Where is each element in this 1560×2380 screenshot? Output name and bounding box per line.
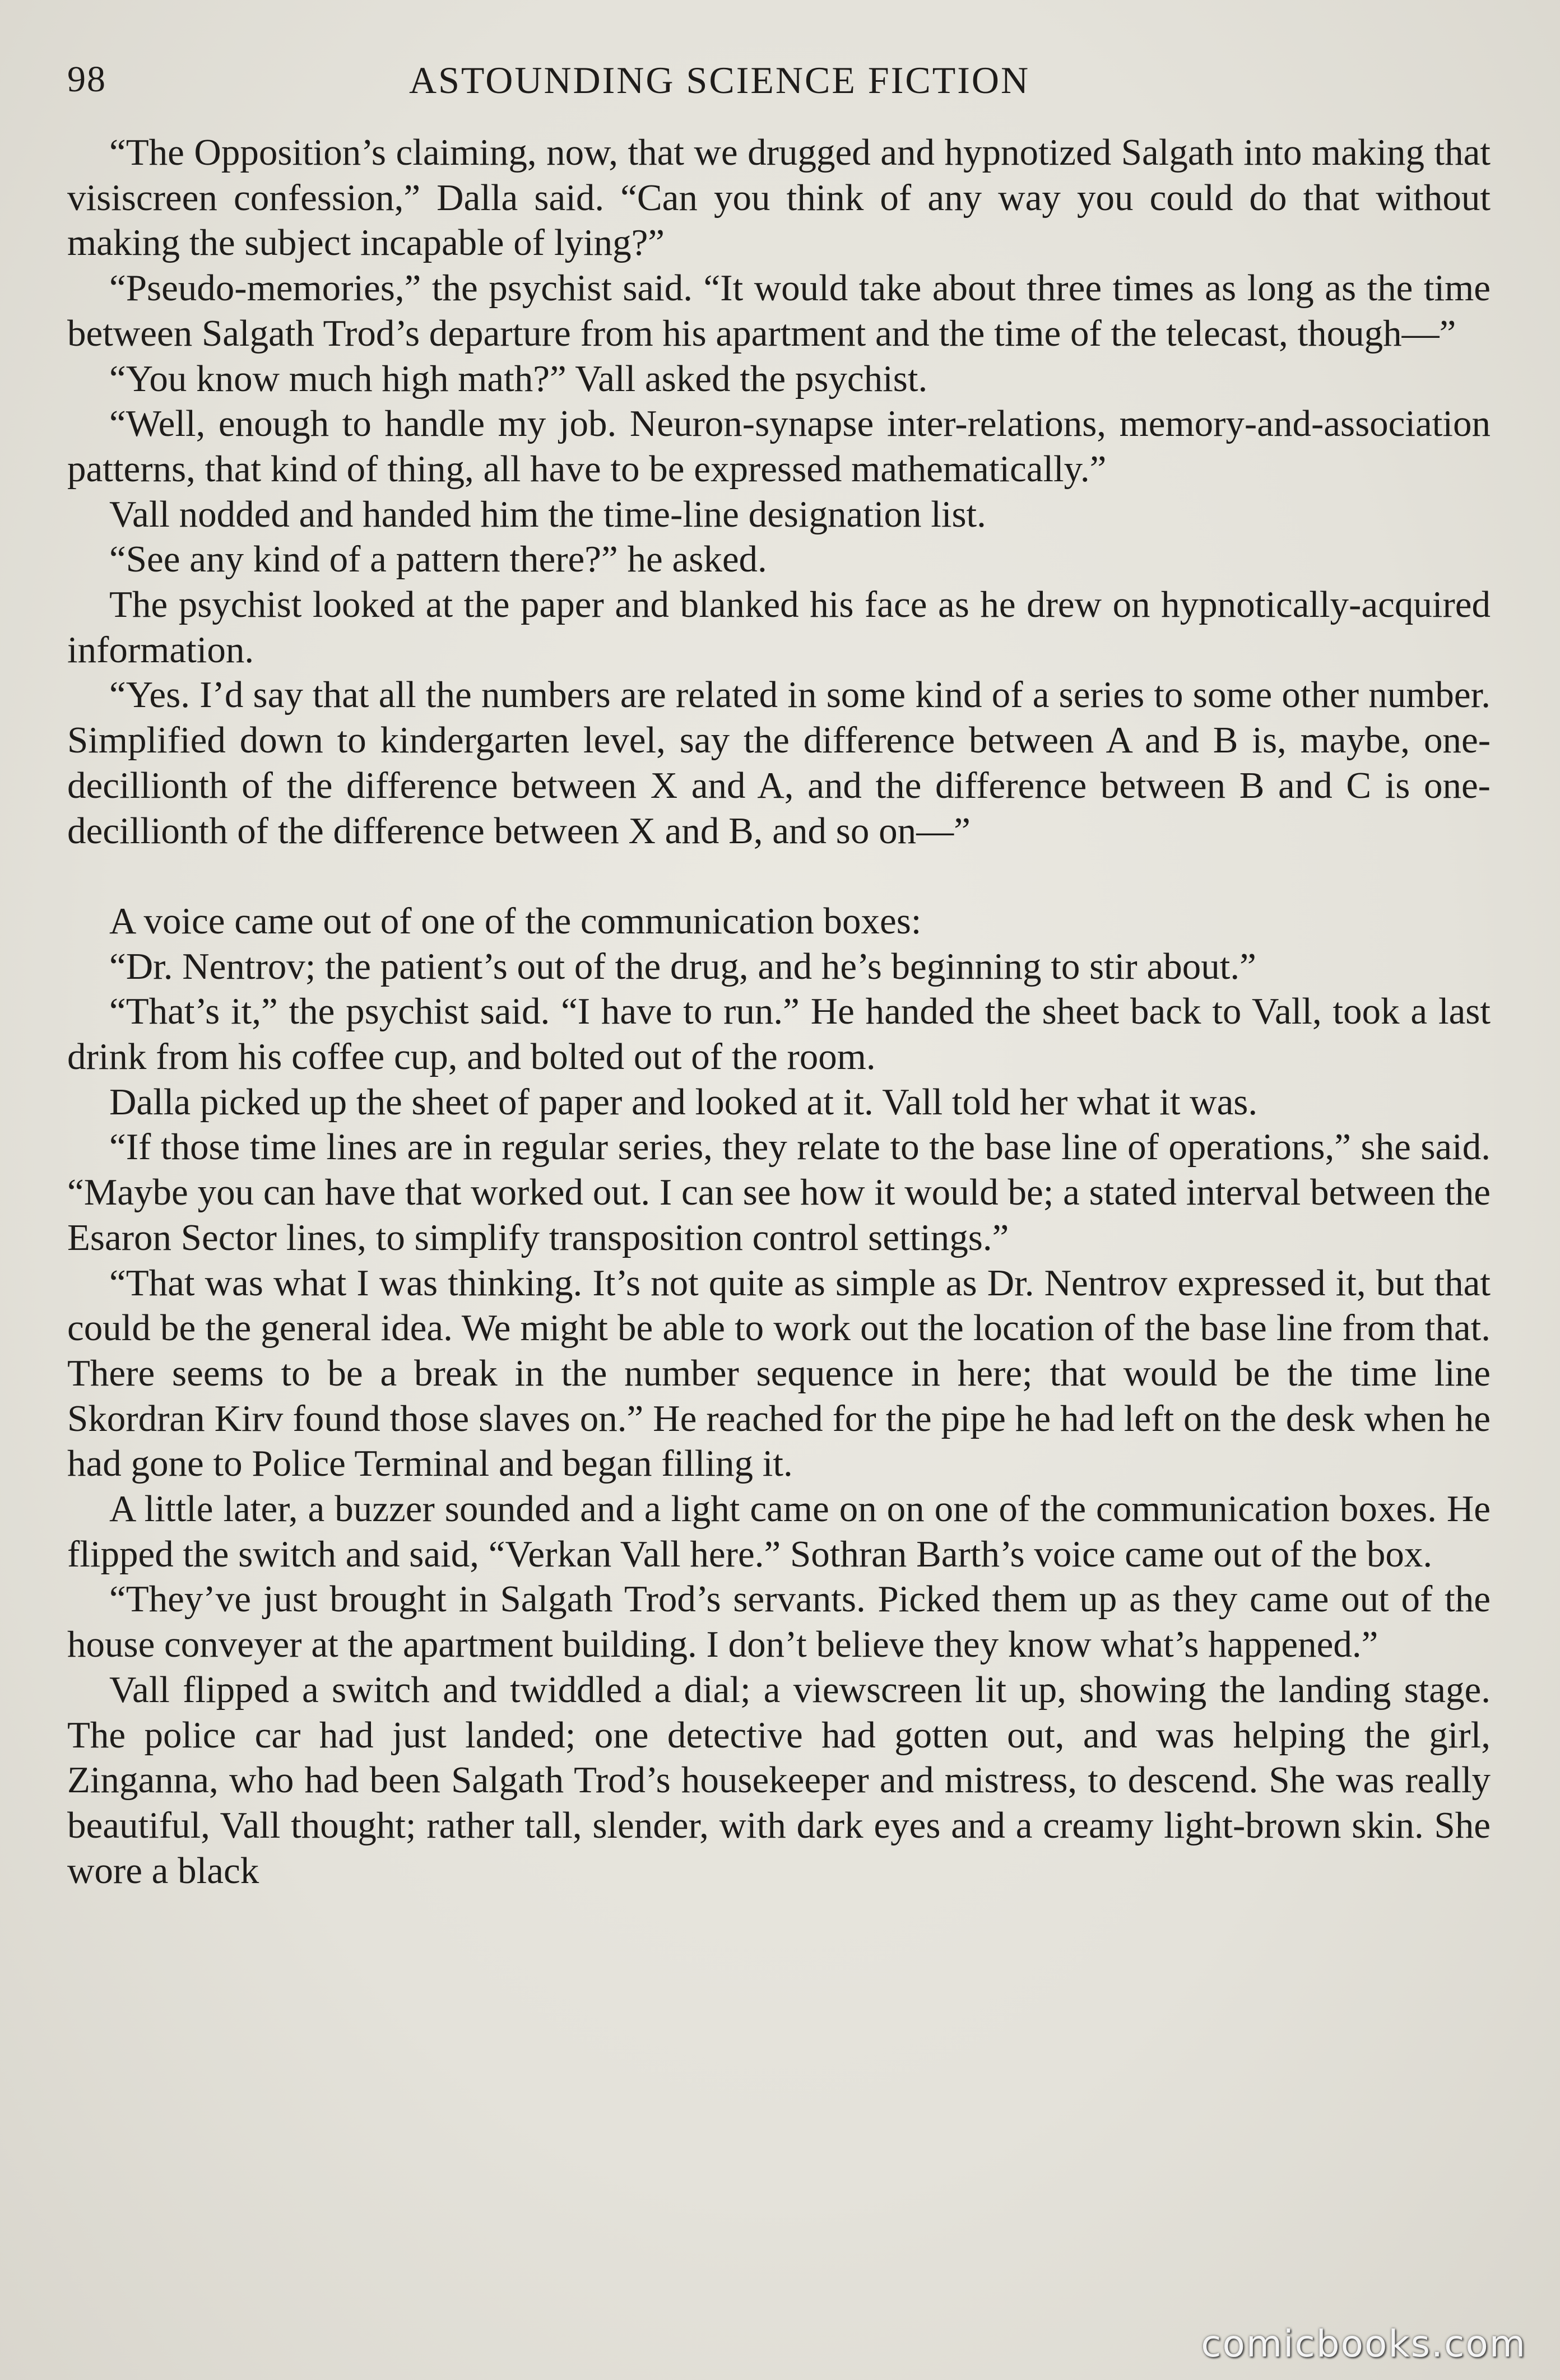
- paragraph: “See any kind of a pattern there?” he asked.: [109, 538, 767, 580]
- paragraph: “If those time lines are in regular series, they relate to the base line of operations,” she said. “Maybe you can have that worked out. I can see how it would be; a stated interval between the Esaron Sector lines, to simplify transposition control settings.”: [67, 1126, 1491, 1258]
- page-header: [67, 58, 1491, 109]
- paragraph: “Pseudo-memories,” the psychist said. “It would take about three times as long as the time between Salgath Trod’s departure from his apartment and the time of the telecast, though—”: [67, 267, 1491, 354]
- paragraph: “You know much high math?” Vall asked the psychist.: [109, 357, 928, 399]
- body-text: [67, 130, 1491, 1893]
- paragraph: “That’s it,” the psychist said. “I have to run.” He handed the sheet back to Vall, took a last drink from his coffee cup, and bolted out of the room.: [67, 991, 1491, 1078]
- paragraph: The psychist looked at the paper and blanked his face as he drew on hypnotically-acquired information.: [67, 584, 1491, 671]
- paragraph: “They’ve just brought in Salgath Trod’s servants. Picked them up as they came out of the house conveyer at the apartment building. I don’t believe they know what’s happened.”: [67, 1578, 1491, 1666]
- paragraph: “Dr. Nentrov; the patient’s out of the drug, and he’s beginning to stir about.”: [109, 945, 1256, 987]
- paragraph: A voice came out of one of the communication boxes:: [109, 900, 922, 942]
- page-number: 98: [67, 59, 106, 100]
- paragraph: “Well, enough to handle my job. Neuron-synapse inter-relations, memory-and-association patterns, that kind of thing, all have to be expressed mathematically.”: [67, 403, 1491, 490]
- paragraph: “Yes. I’d say that all the numbers are related in some kind of a series to some other number. Simplified down to kindergarten level, say the difference between A and B is, maybe, one-decillionth of the difference between X and A, and the difference between B and C is one-decillionth of the difference between X and B, and so on—”: [67, 674, 1491, 852]
- paragraph: “The Opposition’s claiming, now, that we drugged and hypnotized Salgath into making that visiscreen confession,” Dalla said. “Can you think of any way you could do that without making the subject incapable of lying?”: [67, 132, 1491, 264]
- running-head: ASTOUNDING SCIENCE FICTION: [409, 59, 1030, 101]
- paragraph: Vall flipped a switch and twiddled a dial; a viewscreen lit up, showing the landing stage. The police car had just landed; one detective had gotten out, and was helping the girl, Zinganna, who had been Salgath Trod’s housekeeper and mistress, to descend. She was really beautiful, Vall thought; rather tall, slender, with dark eyes and a creamy light-brown skin. She wore a black: [67, 1668, 1491, 1891]
- paragraph: A little later, a buzzer sounded and a light came on on one of the communication boxes. He flipped the switch and said, “Verkan Vall here.” Sothran Barth’s voice came out of the box.: [67, 1488, 1491, 1575]
- paragraph: “That was what I was thinking. It’s not quite as simple as Dr. Nentrov expressed it, but that could be the general idea. We might be able to work out the location of the base line from that. There seems to be a break in the number sequence in here; that would be the time line Skordran Kirv found those slaves on.” He reached for the pipe he had left on the desk when he had gone to Police Terminal and began filling it.: [67, 1262, 1491, 1485]
- paragraph: Vall nodded and handed him the time-line designation list.: [109, 493, 986, 535]
- watermark: comicbooks.com: [1201, 2322, 1526, 2365]
- paragraph: Dalla picked up the sheet of paper and looked at it. Vall told her what it was.: [109, 1081, 1258, 1123]
